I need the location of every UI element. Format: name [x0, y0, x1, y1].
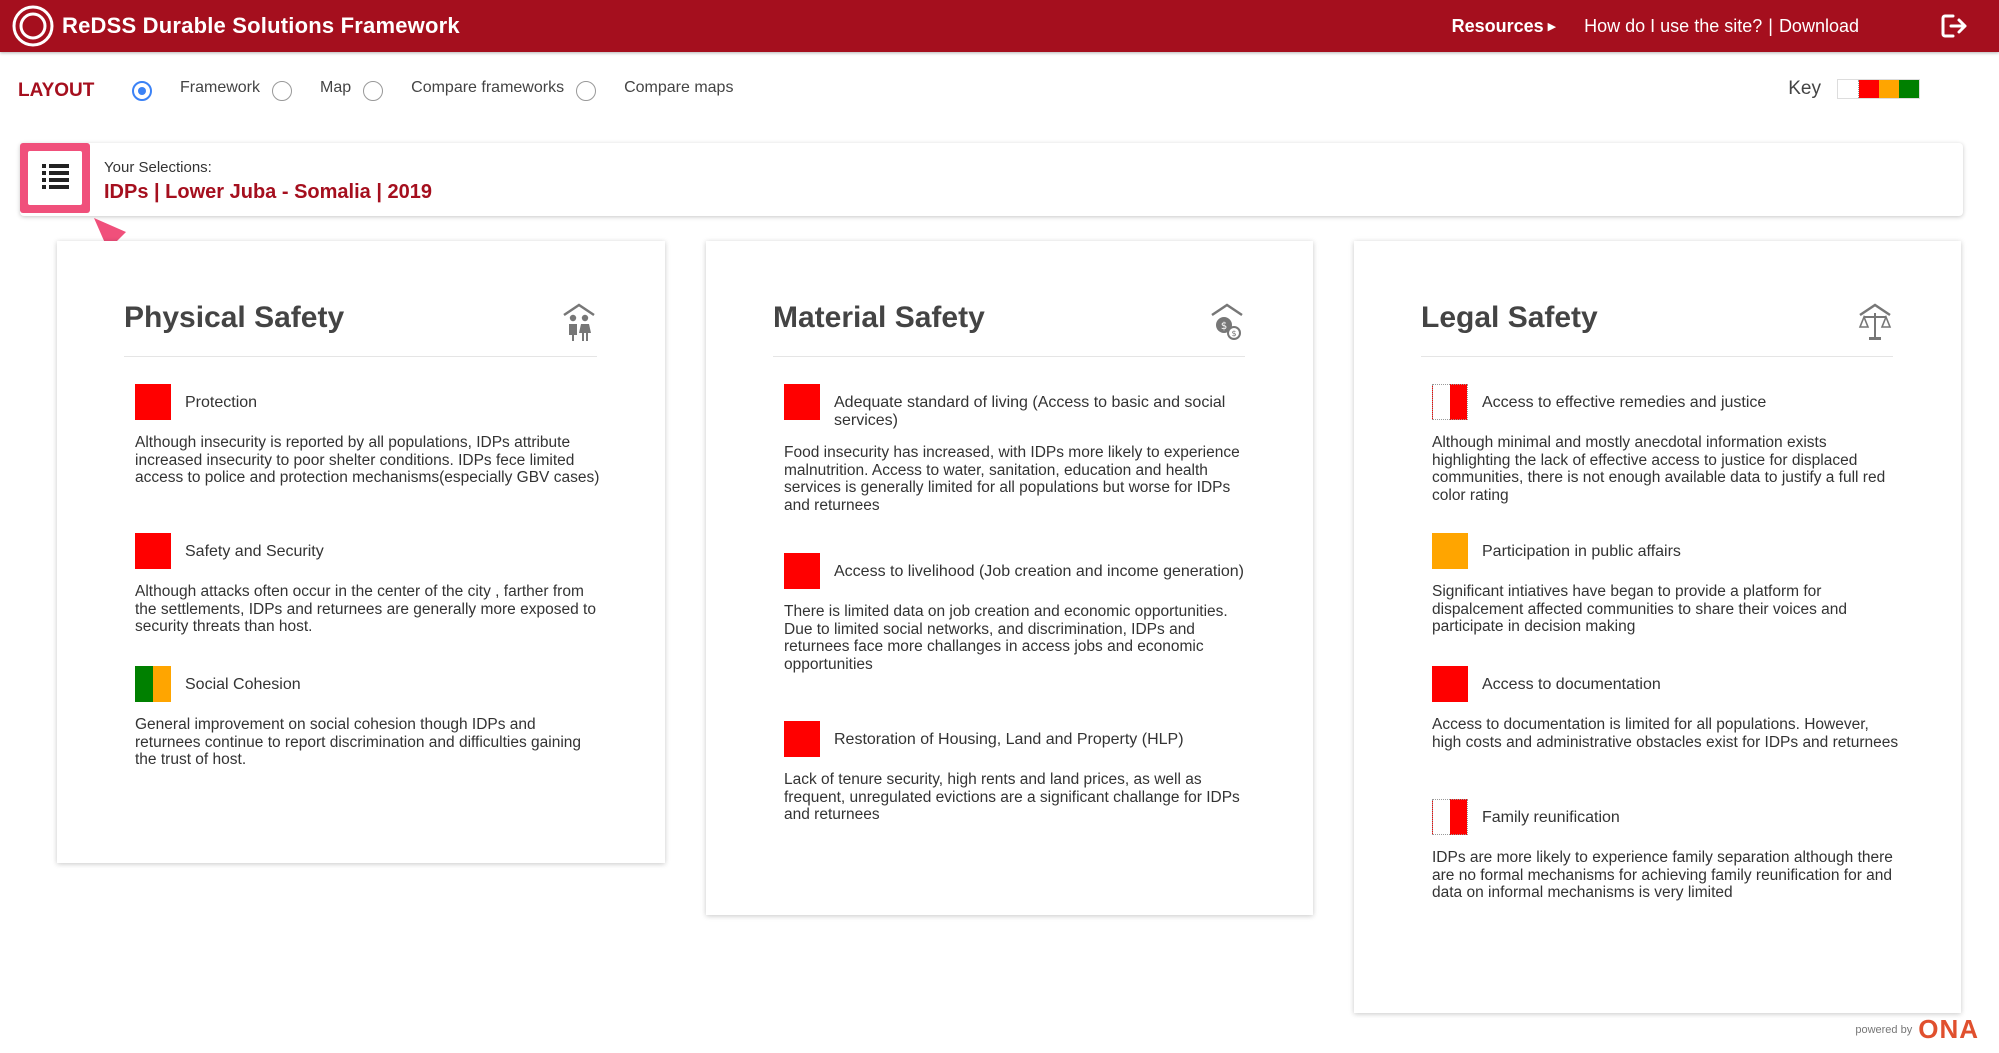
- radio-label-framework[interactable]: Framework: [180, 79, 261, 96]
- pillar-card: [57, 241, 665, 863]
- top-nav: [1452, 0, 1859, 52]
- indicator-description: IDPs are more likely to experience family separation although there are no formal mechanisms for achieving family reunification for and data on informal mechanisms is very limited: [1432, 849, 1893, 901]
- status-swatch: [1432, 666, 1468, 702]
- indicator-description: Lack of tenure security, high rents and land prices, as well as frequent, unregulated evictions are a significant challange for IDPs and returnees: [784, 771, 1240, 823]
- indicator-description: General improvement on social cohesion though IDPs and returnees continue to report discrimination and difficulties gaining the trust of host.: [135, 716, 582, 768]
- selections-list-button[interactable]: [20, 143, 90, 213]
- svg-text:$: $: [1220, 321, 1228, 332]
- card-header: [124, 301, 597, 357]
- indicator-name: Access to effective remedies and justice: [1482, 394, 1767, 411]
- indicator-description: Food insecurity has increased, with IDPs more likely to experience malnutrition. Access to water, sanitation, education and health services is generally limited for all populations but worse for IDPs and returnees: [784, 444, 1240, 514]
- status-swatch: [784, 553, 820, 589]
- download-link[interactable]: Download: [1778, 15, 1859, 36]
- indicator-name: Adequate standard of living (Access to basic and social services): [834, 394, 1226, 429]
- indicator-item[interactable]: [1432, 533, 1901, 636]
- indicator-name: Participation in public affairs: [1482, 543, 1681, 560]
- indicator-name: Social Cohesion: [185, 676, 301, 693]
- key-swatch: [1899, 80, 1919, 98]
- key-swatch: [1838, 80, 1859, 98]
- powered-by-text: powered by: [1855, 1023, 1913, 1036]
- card-header: [1421, 301, 1893, 357]
- indicator-name: Restoration of Housing, Land and Property (HLP): [834, 731, 1184, 748]
- indicator-item[interactable]: [135, 533, 605, 636]
- indicator-item[interactable]: [1432, 384, 1901, 504]
- indicator-item[interactable]: [1432, 799, 1901, 902]
- status-swatch: [784, 384, 820, 420]
- indicator-name: Access to documentation: [1482, 676, 1661, 693]
- key-swatch: [1859, 80, 1879, 98]
- indicator-description: Although insecurity is reported by all populations, IDPs attribute increased insecurity to poor shelter conditions. IDPs fece limited access to police and protection mechanisms(especially GBV cases): [135, 434, 600, 486]
- logout-icon[interactable]: [1941, 13, 1969, 39]
- indicator-name: Protection: [185, 394, 258, 411]
- indicator-item[interactable]: [784, 384, 1253, 514]
- indicator-item[interactable]: [784, 721, 1253, 824]
- layout-bar: [18, 78, 1978, 104]
- status-swatch: [135, 533, 171, 569]
- svg-text:$: $: [1231, 329, 1237, 338]
- status-swatch: [135, 666, 171, 702]
- status-swatch: [135, 384, 171, 420]
- status-swatch: [784, 721, 820, 757]
- radio-label-map[interactable]: Map: [320, 79, 352, 96]
- indicator-description: Although attacks often occur in the center of the city , farther from the settlements, IDPs and returnees are generally more exposed to security threats than host.: [135, 583, 596, 635]
- color-key: [1788, 78, 1920, 100]
- pillar-card: [1354, 241, 1961, 1013]
- indicator-item[interactable]: [135, 384, 605, 487]
- key-swatches: [1837, 79, 1920, 99]
- card-header: [773, 301, 1245, 357]
- indicator-description: Access to documentation is limited for all populations. However, high costs and administrative obstacles exist for IDPs and returnees: [1432, 716, 1899, 751]
- radio-framework[interactable]: [132, 81, 152, 101]
- radio-compare-maps[interactable]: [576, 81, 596, 101]
- indicator-name: Safety and Security: [185, 543, 324, 560]
- layout-label: LAYOUT: [18, 80, 95, 101]
- powered-by[interactable]: [1855, 1014, 1979, 1045]
- list-icon: [28, 151, 82, 205]
- shelter-money-icon: [1209, 301, 1245, 343]
- radio-label-compare-frameworks[interactable]: Compare frameworks: [411, 79, 565, 96]
- app-title[interactable]: ReDSS Durable Solutions Framework: [62, 13, 460, 38]
- caret-right-icon: ▶: [1547, 20, 1557, 33]
- status-swatch: [1432, 384, 1468, 420]
- indicator-item[interactable]: [784, 553, 1253, 673]
- radio-map[interactable]: [272, 81, 292, 101]
- selections-panel: [20, 143, 1963, 216]
- scales-icon: [1857, 301, 1893, 343]
- card-title: Material Safety: [773, 301, 985, 334]
- key-swatch: [1879, 80, 1899, 98]
- status-swatch: [1432, 799, 1468, 835]
- resources-menu[interactable]: [1452, 16, 1557, 37]
- card-title: Legal Safety: [1421, 301, 1598, 334]
- layout-radio-group: [132, 81, 745, 101]
- resources-label: Resources: [1451, 15, 1544, 36]
- indicator-item[interactable]: [135, 666, 605, 769]
- selections-title: Your Selections:: [104, 159, 212, 176]
- redss-logo-icon[interactable]: [12, 5, 54, 47]
- indicator-name: Family reunification: [1482, 809, 1620, 826]
- nav-separator: |: [1768, 15, 1773, 36]
- indicator-item[interactable]: [1432, 666, 1901, 751]
- selections-value: IDPs | Lower Juba - Somalia | 2019: [104, 181, 432, 203]
- indicator-description: Significant intiatives have began to provide a platform for dispalcement affected communities to share their voices and participate in decision making: [1432, 583, 1847, 635]
- indicator-description: Although minimal and mostly anecdotal information exists highlighting the lack of effective access to justice for displaced communities, there is not enough available data to justify a full red color rating: [1432, 434, 1886, 504]
- indicator-name: Access to livelihood (Job creation and income generation): [834, 563, 1245, 580]
- howto-link[interactable]: How do I use the site?: [1584, 15, 1763, 36]
- radio-label-compare-maps[interactable]: Compare maps: [624, 79, 734, 96]
- status-swatch: [1432, 533, 1468, 569]
- indicator-description: There is limited data on job creation and economic opportunities. Due to limited social networks, and discrimination, IDPs and returnees face more challanges in access jobs and economic opportunities: [784, 603, 1228, 673]
- pillar-card: [706, 241, 1313, 915]
- radio-compare-frameworks[interactable]: [363, 81, 383, 101]
- card-title: Physical Safety: [124, 301, 345, 334]
- ona-logo: ONA: [1918, 1014, 1979, 1044]
- family-icon: [561, 301, 597, 343]
- top-navbar: [0, 0, 1999, 52]
- key-label: Key: [1788, 78, 1821, 99]
